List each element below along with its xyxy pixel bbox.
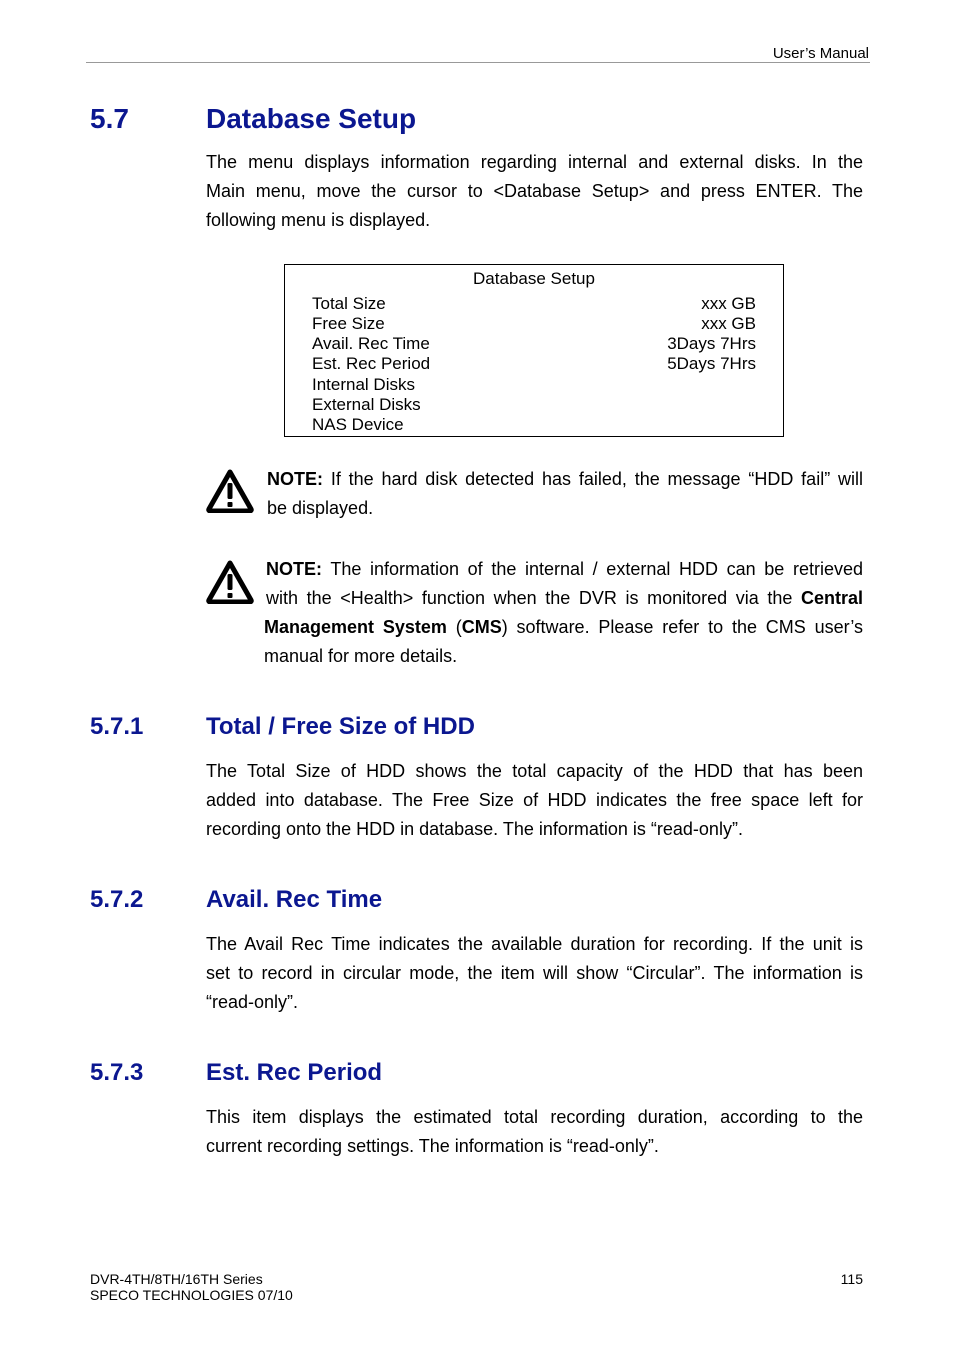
menu-row-value: 5Days 7Hrs: [667, 354, 756, 373]
note-text: with the <Health> function when the DVR is monitored via the: [266, 588, 801, 608]
note-text: The information of the internal / external HDD can be retrieved: [322, 559, 863, 579]
body-line: The Total Size of HDD shows the total capacity of the HDD that has been: [206, 761, 863, 781]
footer-left: [90, 1271, 293, 1303]
footer-company: SPECO TECHNOLOGIES 07/10: [90, 1287, 293, 1303]
menu-row-nas-device: [312, 415, 756, 435]
menu-row-label: Internal Disks: [312, 375, 415, 394]
intro-line: The menu displays information regarding internal and external disks. In the: [206, 152, 863, 172]
menu-row-avail-rec-time: [312, 334, 756, 354]
note-line: manual for more details.: [264, 646, 458, 666]
note-bold: Central: [800, 588, 863, 608]
note-text: If the hard disk detected has failed, the message “HDD fail” will: [323, 469, 863, 489]
body-line: current recording settings. The information is “read-only”.: [206, 1136, 659, 1156]
footer-series: DVR-4TH/8TH/16TH Series: [90, 1271, 263, 1287]
warning-triangle-icon: [206, 469, 254, 513]
menu-title: Database Setup: [473, 269, 595, 288]
note-label: NOTE:: [267, 469, 323, 489]
menu-row-est-rec-period: [312, 354, 756, 374]
section-title: Database Setup: [206, 103, 417, 134]
subsection-title: Avail. Rec Time: [206, 886, 383, 913]
note-bold: CMS: [461, 617, 502, 637]
section-number: 5.7: [90, 103, 129, 134]
subsection-title: Est. Rec Period: [206, 1059, 383, 1086]
note-line: be displayed.: [267, 498, 374, 518]
body-line: The Avail Rec Time indicates the available duration for recording. If the unit is: [206, 934, 863, 954]
menu-row-external-disks: [312, 395, 756, 415]
menu-row-free-size: [312, 314, 756, 334]
menu-row-label: Total Size: [312, 294, 386, 313]
subsection-body: [206, 1103, 863, 1161]
subsection-number: 5.7.2: [90, 886, 144, 913]
note-line: [267, 465, 863, 494]
warning-triangle-icon: [206, 560, 254, 604]
subsection-body: [206, 930, 863, 1017]
menu-row-total-size: [312, 294, 756, 314]
menu-row-label: Est. Rec Period: [312, 354, 431, 373]
subsection-title: Total / Free Size of HDD: [206, 713, 475, 740]
header-rule: [86, 62, 870, 63]
body-line: recording onto the HDD in database. The information is “read-only”.: [206, 819, 743, 839]
menu-row-value: xxx GB: [701, 314, 756, 333]
subsection-number: 5.7.3: [90, 1059, 144, 1086]
note-line: [264, 584, 863, 613]
menu-row-value: xxx GB: [701, 294, 756, 313]
subsection-number: 5.7.1: [90, 713, 144, 740]
menu-row-label: Free Size: [312, 314, 385, 333]
note-text: (: [446, 617, 462, 637]
body-line: added into database. The Free Size of HDD indicates the free space left for: [206, 790, 863, 810]
menu-row-internal-disks: [312, 375, 756, 395]
body-line: set to record in circular mode, the item will show “Circular”. The information is: [206, 963, 863, 983]
note-hdd-fail: [267, 465, 863, 523]
menu-row-value: 3Days 7Hrs: [667, 334, 756, 353]
section-intro: [206, 148, 863, 235]
database-setup-menu: [284, 264, 784, 437]
intro-line: following menu is displayed.: [206, 210, 431, 230]
menu-row-label: External Disks: [312, 395, 421, 414]
note-health-cms: [264, 555, 863, 671]
menu-row-label: NAS Device: [312, 415, 404, 434]
note-line: [264, 555, 863, 584]
intro-line: Main menu, move the cursor to <Database Setup> and press ENTER. The: [206, 181, 863, 201]
body-line: “read-only”.: [206, 992, 299, 1012]
note-label: NOTE:: [266, 559, 322, 579]
subsection-body: [206, 757, 863, 844]
menu-row-label: Avail. Rec Time: [312, 334, 430, 353]
note-text: ) software. Please refer to the CMS user’s: [501, 617, 863, 637]
note-bold: Management System: [264, 617, 447, 637]
body-line: This item displays the estimated total recording duration, according to the: [206, 1107, 863, 1127]
running-header: User’s Manual: [772, 45, 869, 62]
note-line: [264, 613, 863, 642]
page-number: 115: [840, 1271, 863, 1287]
